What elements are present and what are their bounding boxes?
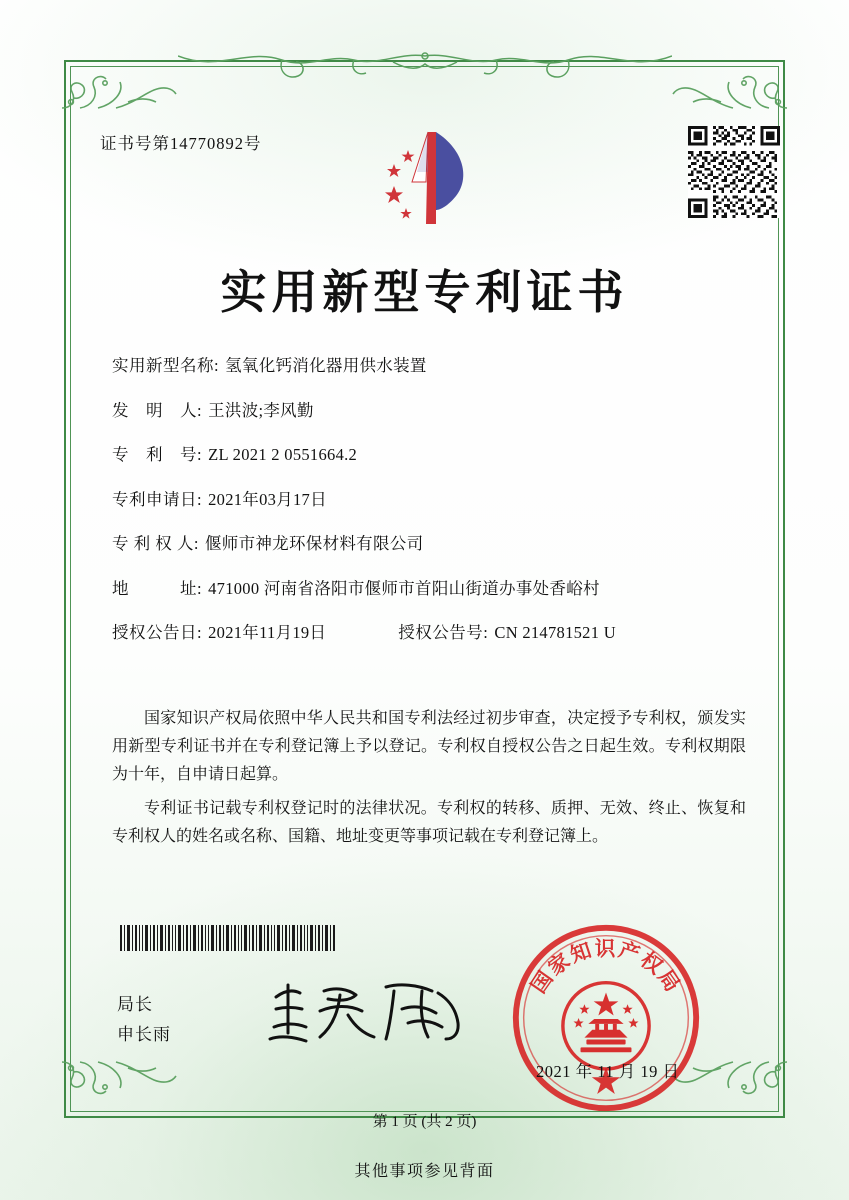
legal-paragraph-1: 国家知识产权局依照中华人民共和国专利法经过初步审查，决定授予专利权，颁发实用新型专利证书并在专利登记簿上予以登记。专利权自授权公告之日起生效。专利权期限为十年，自申请日起算。 — [112, 710, 746, 783]
page-number: 第 1 页 (共 2 页) — [372, 1114, 477, 1130]
legal-text — [112, 705, 746, 857]
footer-note: 其他事项参见背面 — [354, 1163, 495, 1180]
director-name-label: 申长雨 — [117, 1025, 171, 1044]
seal-date: 2021 年 11 月 19 日 — [536, 1062, 680, 1081]
field-row-application-date — [112, 486, 772, 510]
director-title-label: 局长 — [117, 995, 153, 1014]
field-label-patentee: 专 利 权 人: — [112, 534, 199, 553]
svg-text:国家知识产权局: 国家知识产权局 — [526, 936, 686, 998]
qr-code-icon — [688, 126, 780, 218]
patent-office-logo-icon — [372, 124, 488, 232]
page-title: 实用新型专利证书 — [220, 265, 629, 319]
certificate-number: 证书号第14770892号 — [100, 134, 262, 153]
top-scroll-ornament-icon — [178, 42, 672, 94]
corner-ornament-icon — [671, 42, 791, 112]
field-value-grant-date: 2021年11月19日 — [208, 623, 327, 642]
field-value-patentee: 偃师市神龙环保材料有限公司 — [204, 534, 424, 553]
field-label-application-date: 专利申请日: — [112, 489, 203, 509]
handwritten-signature-icon — [262, 975, 467, 1047]
field-row-patentee — [112, 530, 772, 554]
field-value-inventor: 王洪波;李风勤 — [208, 400, 314, 420]
signature-labels — [117, 990, 171, 1050]
field-label-address: 地 址: — [112, 578, 203, 598]
field-row-inventor — [112, 397, 772, 421]
patent-fields — [112, 352, 772, 664]
legal-paragraph-2: 专利证书记载专利权登记时的法律状况。专利权的转移、质押、无效、终止、恢复和专利权人的姓名或名称、国籍、地址变更等事项记载在专利登记簿上。 — [112, 800, 746, 845]
field-label-grant-date: 授权公告日: — [112, 623, 203, 642]
field-label-patent-number: 专 利 号: — [112, 445, 203, 464]
corner-ornament-icon — [58, 42, 178, 112]
field-row-grant — [112, 619, 772, 643]
field-value-name: 氢氧化钙消化器用供水装置 — [225, 356, 427, 375]
red-official-seal-icon — [508, 920, 704, 1116]
field-value-address: 471000 河南省洛阳市偃师市首阳山街道办事处香峪村 — [208, 578, 600, 598]
field-value-patent-number: ZL 2021 2 0551664.2 — [208, 445, 358, 464]
field-row-name — [112, 352, 772, 376]
field-label-grant-number: 授权公告号: — [398, 623, 489, 642]
field-label-inventor: 发 明 人: — [112, 400, 203, 420]
field-value-application-date: 2021年03月17日 — [208, 489, 327, 509]
field-row-patent-number — [112, 441, 772, 465]
field-label-name: 实用新型名称: — [112, 356, 220, 375]
barcode-icon — [120, 925, 335, 951]
field-value-grant-number: CN 214781521 U — [494, 623, 616, 642]
field-row-address — [112, 575, 772, 599]
